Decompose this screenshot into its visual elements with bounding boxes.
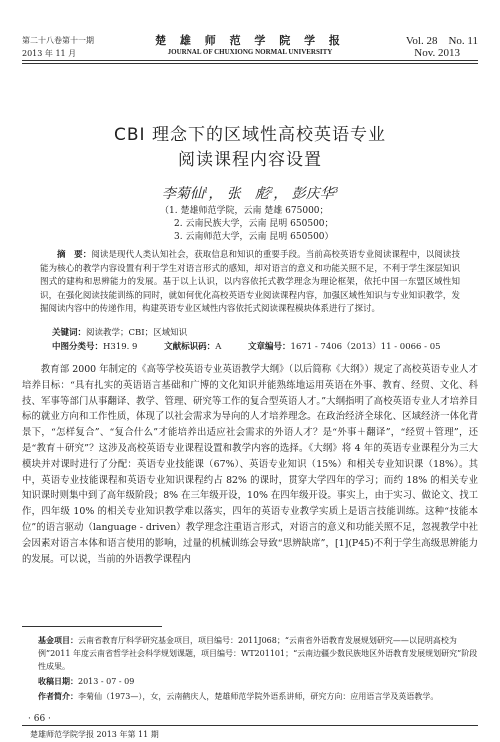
footer-journal: 楚雄师范学院学报 2013 年第 11 期 <box>30 730 159 739</box>
header-volume-cn: 第二十八卷第十一期 <box>22 36 94 45</box>
footer-rule <box>22 725 478 726</box>
affiliation-3: 3. 云南师范大学，云南 昆明 650500） <box>174 232 334 242</box>
affiliation-1: （1. 楚雄师范学院，云南 楚雄 675000； <box>160 206 329 216</box>
fund-note <box>38 634 478 673</box>
received-note <box>38 675 478 688</box>
author-line: 李菊仙$^1$， 张 彪$^2$， 彭庆华$^3$ <box>161 186 339 202</box>
fund-label: 基金项目： <box>38 636 78 645</box>
clc-label: 中图分类号： <box>52 342 104 352</box>
page-number: · 66 · <box>28 714 51 724</box>
abstract-label: 摘 要： <box>57 250 92 260</box>
author-1-sup: 1 <box>203 186 209 195</box>
classification-line <box>52 341 472 355</box>
header-journal-en: JOURNAL OF CHUXIONG NORMAL UNIVERSITY <box>167 48 333 56</box>
header-rule-thick <box>22 60 478 61</box>
keywords-label: 关键词： <box>52 328 87 338</box>
author-bio-label: 作者简介： <box>38 692 78 701</box>
clc-value: H319. 9 <box>103 342 138 352</box>
header-journal-cn: 楚 雄 师 范 学 院 学 报 <box>155 34 345 47</box>
author-2-sup: 2 <box>268 186 274 195</box>
title-line-2: 阅读课程内容设置 <box>178 150 322 170</box>
fund-text: 云南省教育厅科学研究基金项目，项目编号：2011J068；“云南省外语教育发展规划研究——以昆明高校为例”2011 年度云南省哲学社会科学规划课题，项目编号：WT201101；“云南边疆少数民族地区外语教育发展规划研究”阶段性成果。 <box>38 636 478 671</box>
abstract <box>40 249 460 317</box>
abstract-text: 阅读是现代人类认知社会，获取信息和知识的重要手段。当前高校英语专业阅读课程中，以阅读技能为核心的教学内容设置有利于学生对语言形式的感知，却对语言的意义和功能关照不足，不利于学生深层知识图式的建构和思辨能力的发展。基于以上认识，以内容依托式教学理念为理论框架，依托中国一东盟区域性知识，在强化阅读技能训练的同时，就如何优化高校英语专业阅读课程内容，加强区域性知识与专业知识教学，发掘阅读内容中的传递作用，构建英语专业区域性内容依托式阅读课程模块体系进行了探讨。 <box>40 250 460 314</box>
affiliation-2: 2. 云南民族大学，云南 昆明 650500； <box>174 219 334 229</box>
header-volume-en: Vol. 28 No. 11 <box>405 35 478 47</box>
header-date-cn: 2013 年 11 月 <box>22 49 77 58</box>
doc-code-label: 文献标识码： <box>164 342 216 352</box>
title-line-1: CBI 理念下的区域性高校英语专业 <box>114 125 386 145</box>
keywords <box>52 327 472 341</box>
received-label: 收稿日期： <box>38 677 78 686</box>
body-text: 教育部 2000 年制定的《高等学校英语专业英语教学大纲》（以后简称《大纲》）规定了高校英语专业人才培养目标：“具有扎实的英语语言基础和广博的文化知识并能熟练地运用英语在外事、教育、经贸、文化、科技、军事等部门从事翻译、教学、管理、研究等工作的复合型英语人才。”大纲指明了高校英语专业人才培养目标的就业方向和工作性质，体现了以社会需求为导向的人才培养理念。在政治经济全球化、区域经济一体化背景下，“怎样复合”、“复合什么”才能培养出适应社会需求的外语人才？是“外事＋翻译”，“经贸＋管理”，还是“教育＋研究”？这涉及高校英语专业课程设置和教学内容的选择。《大纲》将 4 年的英语专业课程分为三大模块并对课时进行了分配：英语专业技能课（67%）、英语专业知识（15%）和相关专业知识课（18%）。其中，英语专业技能课程和英语专业知识课程约占 82% 的课时，贯穿大学四年的学习；而约 18% 的相关专业知识课时则集中到了高年级阶段；8% 在三年级开设，10% 在四年级开设。事实上，由于实习、做论文、找工作，四年级 10% 的相关专业知识教学难以落实，四年的英语专业教学实质上是语言技能训练。这种“技能本位”的语言驱动（language - driven）教学理念注重语言形式，对语言的意义和功能关照不足，忽视教学中社会因素对语言本体和语言使用的影响，过量的机械训练会导致“思辨缺席”，[1](P45)不利于学生高级思辨能力的发展。可以说，当前的外语教学课程内 <box>22 364 478 565</box>
author-3-sup: 3 <box>333 186 339 195</box>
author-2: 张 彪 <box>226 186 269 202</box>
footnote-rule <box>22 626 162 627</box>
author-3: 彭庆华 <box>291 186 334 202</box>
author-bio-text: 李菊仙（1973—），女，云南鹤庆人，楚雄师范学院外语系讲师，研究方向：应用语言学及英语教学。 <box>78 692 439 701</box>
author-bio-note <box>38 690 478 703</box>
article-id-value: 1671 - 7406（2013）11 - 0066 - 05 <box>290 342 441 352</box>
header-rule-thin <box>22 63 478 64</box>
header-date-en: Nov. 2013 <box>414 47 460 59</box>
running-header <box>0 0 500 80</box>
article-id-label: 文章编号： <box>248 342 291 352</box>
doc-code-value: A <box>215 342 222 352</box>
keywords-text: 阅读教学；CBI；区域知识 <box>86 328 188 338</box>
author-1: 李菊仙 <box>161 186 204 202</box>
received-date: 2013 - 07 - 09 <box>78 677 135 686</box>
